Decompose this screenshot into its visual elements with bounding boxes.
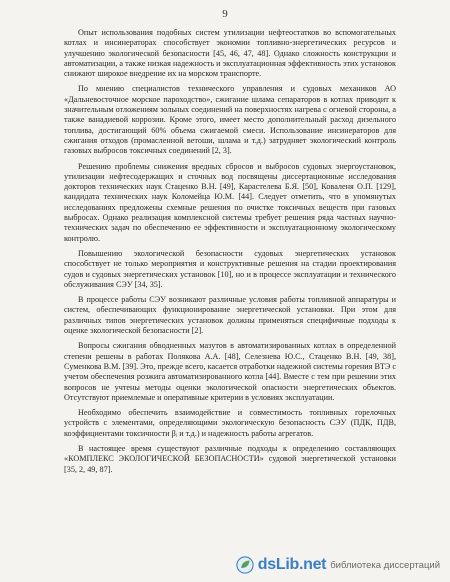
watermark-tagline: библиотека диссертаций	[330, 559, 440, 571]
watermark-site-name: dsLib.net	[257, 556, 327, 573]
paragraph: В настоящее время существуют различные подходы к определению составляющих «КОМПЛЕКС ЭКОЛОГИЧЕСКОЙ БЕЗОПАСНОСТИ» судовой энергетической установки [35, 2, 49, 87].	[64, 443, 396, 474]
page-number: 9	[222, 8, 228, 20]
document-body	[64, 28, 396, 480]
paragraph: Опыт использования подобных систем утилизации нефтеостатков во вспомогательных котлах и инсинераторах способствует экономии топливно-энергетических ресурсов и улучшению экологической безопасности [45, 46, 47, 48]. Однако сложность конструкции и автоматизации, а также низкая надежность и эксплуатационная эффективность этих установок снижают широкое внедрение их на морском транспорте.	[64, 28, 396, 79]
paragraph: Решению проблемы снижения вредных сбросов и выбросов судовых энергоустановок, утилизации нефтесодержащих и сточных вод посвящены диссертационные исследования докторов технических наук Стаценко В.Н. [49], Карастелева Б.Я. [50], Коваленя О.П. [129], кандидата технических наук Коломейца Ю.М. [44]. Следует отметить, что в упомянутых исследованиях предложены схемные решения по очистке токсичных веществ при газовых выбросах. Однако реализация комплексной системы требует решения ряда частных научно-технических задач по обеспечению ее эффективности и эксплуатационному экологическому контролю.	[64, 161, 396, 243]
watermark[interactable]	[236, 556, 440, 574]
paragraph: В процессе работы СЭУ возникают различные условия работы топливной аппаратуры и систем, обеспечивающих функционирование энергетической установки. При этом для различных типов энергетических установок должны применяться специфичные подходы к оценке экологической безопасности [2].	[64, 295, 396, 336]
paragraph: Вопросы сжигания обводненных мазутов в автоматизированных котлах в определенной степени решены в работах Полякова А.А. [48], Селезнева Ю.С., Стаценко В.Н. [49, 38], Суменкова В.М. [39]. Это, прежде всего, касается отработки надежной системы горения ВТЭ с учетом обеспечения розжига автоматизированного котла [44]. Вместе с тем при решении этих вопросов не учтены методы оценки экологической опасности энергетических объектов. Отсутствуют приемлемые и оперативные критерии в условиях эксплуатации.	[64, 341, 396, 402]
paragraph: Необходимо обеспечить взаимодействие и совместимость топливных горелочных устройств с элементами, определяющими экологическую безопасность СЭУ (ПДК, ПДВ, коэффициентами токсичности βᵢ и т.д.) и надежность работы агрегатов.	[64, 408, 396, 438]
paragraph: По мнению специалистов технического управления и судовых механиков АО «Дальневосточное морское пароходство», сжигание шлама сепараторов в котлах приводит к значительным отложениям зольных соединений на поверхностях нагрева с огневой стороны, а также ванадиевой коррозии. Кроме этого, имеет место дополнительный расход дизельного топлива, достигающий 60% объема сжигаемой смеси. Использование инсинераторов для сжигания отходов (промасленной ветоши, шлама и т.д.) затрудняет экологический контроль газовых выбросов токсичных соединений [2, 3].	[64, 84, 396, 156]
leaf-logo-icon	[236, 556, 254, 574]
paragraph: Повышению экологической безопасности судовых энергетических установок способствует не только мероприятия и конструктивные решения на стадии проектирования судов и судовых энергетических установок [10], но и в процессе эксплуатации и технического обслуживания СЭУ [34, 35].	[64, 248, 396, 289]
